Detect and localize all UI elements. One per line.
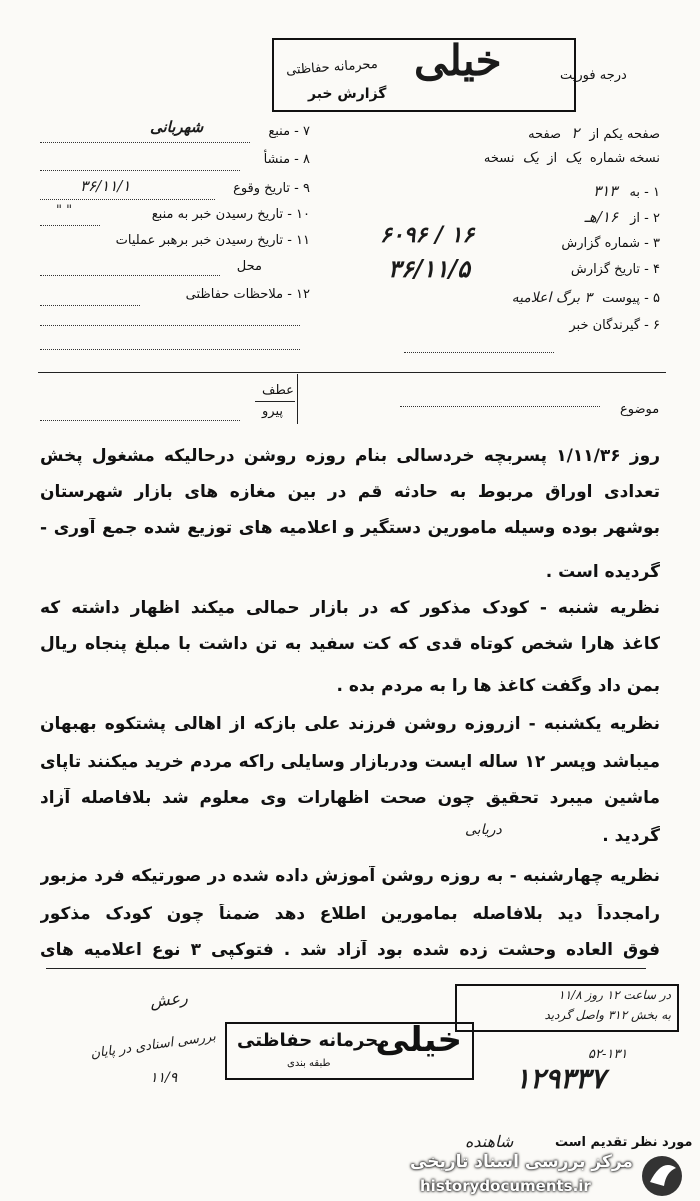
ref-divider xyxy=(255,401,295,402)
field-attachment: ۵ - پیوست ۳ برگ اعلامیه xyxy=(511,290,660,306)
field-to-label: به xyxy=(629,185,641,200)
bottom-stamp-small: طبقه بندی xyxy=(287,1058,331,1069)
field-occurrence-date: ۹ - تاریخ وقوع xyxy=(233,181,310,196)
field-occurrence-label: تاریخ وقوع xyxy=(233,181,291,196)
stamp-main-text: خیلی xyxy=(414,36,502,85)
header-divider xyxy=(38,372,666,373)
ref-vertical-rule xyxy=(297,374,298,424)
field-page-label: صفحه یکم از xyxy=(589,127,660,142)
field-report-date-num: ۴ xyxy=(653,262,660,277)
field-receipt-source-label: تاریخ رسیدن خبر به منبع xyxy=(151,207,284,222)
body-line-4: گردیده است . xyxy=(545,562,660,582)
field-location-dots xyxy=(40,275,220,276)
body-line-12: نظریه چهارشنبه - به روزه روشن آموزش داده شده در صورتیکه فرد مزبور xyxy=(40,866,660,886)
field-report-number: ۳ - شماره گزارش xyxy=(561,236,660,251)
field-to-num: ۱ xyxy=(653,185,660,200)
subject-left-dots xyxy=(40,420,240,421)
file-number: ۱۲۹۳۳۷ xyxy=(515,1062,606,1095)
field-copy-value2: یک xyxy=(522,150,540,166)
subject-label: موضوع xyxy=(620,402,660,417)
field-location xyxy=(40,259,262,274)
field-copy-label: نسخه شماره xyxy=(589,151,660,166)
field-receipt-source-dots xyxy=(40,225,100,226)
field-occurrence-dots xyxy=(40,199,215,200)
field-copy-value: یک xyxy=(565,150,582,166)
body-line-2: تعدادی اوراق مربوط به حادثه قم در بین مغازه های بازار شهرستان xyxy=(40,482,660,502)
field-page xyxy=(400,124,660,142)
field-attachment-value: ۳ برگ اعلامیه xyxy=(511,290,592,306)
body-annotation: دریابی xyxy=(465,822,502,838)
bottom-stamp-main: خیلی xyxy=(375,1020,462,1060)
field-receipt-ops-num: ۱۱ xyxy=(296,233,310,248)
field-receipt-ops: ۱۱ - تاریخ رسیدن خبر برهبر عملیات xyxy=(115,233,310,248)
field-origin-num: ۸ xyxy=(303,152,310,167)
final-note: مورد نظر تقدیم است xyxy=(555,1135,693,1150)
field-security-extra-dots-2 xyxy=(40,349,300,350)
body-line-13: رامجدداً دید بلافاصله بمامورین اطلاع دهد ضمناً چون کودک مذکور xyxy=(40,904,660,924)
body-line-10: ماشین میبرد تحقیق چون صحت اظهارات وی معلوم شد بلافاصله آزاد xyxy=(40,788,660,808)
signature-date: ۱۱/۹ xyxy=(150,1070,178,1086)
body-line-14: فوق العاده وحشت زده شده بود آزاد شد . فتوکپی ۳ نوع اعلامیه های xyxy=(40,940,660,960)
field-occurrence-value: ۳۶/۱۱/۱ xyxy=(80,177,131,195)
field-source-num: ۷ xyxy=(303,124,310,139)
field-receipt-source-value: " " xyxy=(56,203,73,218)
field-attachment-label: پیوست xyxy=(602,291,641,306)
field-attachment-num: ۵ xyxy=(653,291,660,306)
receipt-line-2: به بخش ۳۱۲ واصل گردید xyxy=(544,1008,671,1022)
bottom-stamp-sub: محرمانه حفاظتی xyxy=(237,1030,390,1051)
signature-left-1: رعش xyxy=(149,988,189,1011)
field-occurrence-num: ۹ xyxy=(303,181,310,196)
signature-left-2: بررسی اسنادی در پایان xyxy=(89,1029,217,1062)
field-receipt-ops-label: تاریخ رسیدن خبر برهبر عملیات xyxy=(115,233,284,248)
watermark-text: مرکز بررسی اسناد تاریخی xyxy=(410,1152,633,1172)
field-page-suffix: صفحه xyxy=(528,127,562,142)
field-report-date-value: ۳۶/۱۱/۵ xyxy=(388,254,470,283)
body-line-8: نظریه یکشنبه - ازروزه روشن فرزند علی بازکه از اهالی پشتکوه بهبهان xyxy=(40,714,660,734)
watermark-url: historydocuments.ir xyxy=(420,1177,591,1195)
field-security-notes-label: ملاحظات حفاظتی xyxy=(185,287,284,302)
body-line-7: بمن داد وگفت کاغذ ها را به مردم بده . xyxy=(336,676,660,696)
field-origin-dots xyxy=(40,170,240,171)
field-source-label: منبع xyxy=(268,124,291,139)
field-page-value: ۲ xyxy=(571,124,580,142)
field-location-label: محل xyxy=(236,259,262,274)
final-sign: شاهنده xyxy=(465,1132,514,1151)
field-to: ۱ - به ۳۱۳ xyxy=(593,182,660,200)
bottom-classification-stamp xyxy=(225,1022,474,1080)
body-line-1: روز ۱/۱۱/۳۶ پسربچه خردسالی بنام روزه روشن درحالیکه مشغول پخش xyxy=(40,446,660,466)
field-source: ۷ - منبع xyxy=(268,124,310,139)
body-line-6: کاغذ هارا شخص کوتاه قدی که کت سفید به تن داشت با مبلغ پنجاه ریال xyxy=(40,634,660,654)
body-line-5: نظریه شنبه - کودک مذکور که در بازار حمالی میکند اظهار داشته که xyxy=(40,598,660,618)
field-to-value: ۳۱۳ xyxy=(593,182,618,200)
field-from-num: ۲ xyxy=(653,211,660,226)
field-report-date-label: تاریخ گزارش xyxy=(570,262,641,277)
field-report-number-value: ۶۰۹۶ / ۱۶ xyxy=(380,222,475,248)
field-security-notes-dots xyxy=(40,305,140,306)
field-origin: ۸ - منشأ xyxy=(263,152,310,167)
follow-label: پیرو xyxy=(262,404,283,419)
ref-label: عطف xyxy=(262,383,294,398)
field-copy-suffix: نسخه xyxy=(483,151,515,166)
field-recipients-num: ۶ xyxy=(653,318,660,333)
stamp-sub-text: محرمانه حفاظتی xyxy=(285,56,379,79)
field-security-notes: ۱۲ - ملاحظات حفاظتی xyxy=(185,287,310,302)
field-source-value: شهربانی xyxy=(150,118,204,136)
body-line-11: گردید . xyxy=(602,826,660,846)
watermark-logo-icon xyxy=(636,1152,688,1200)
field-security-notes-num: ۱۲ xyxy=(296,287,310,302)
field-receipt-source: ۱۰ - تاریخ رسیدن خبر به منبع xyxy=(151,207,310,222)
field-copy xyxy=(400,150,660,166)
stamp-report-text: گزارش خبر xyxy=(308,86,387,102)
field-origin-label: منشأ xyxy=(263,152,291,167)
priority-label: درجه فوریت xyxy=(560,68,627,83)
field-from-value: ۱۶/هـ xyxy=(584,208,619,226)
field-from-label: از xyxy=(630,211,641,226)
field-report-number-num: ۳ xyxy=(653,236,660,251)
field-receipt-source-num: ۱۰ xyxy=(296,207,310,222)
field-recipients-label: گیرندگان خبر xyxy=(569,318,641,333)
file-code: ۵۲-۱۳۱ xyxy=(588,1047,628,1062)
body-underline xyxy=(46,968,646,969)
receipt-line-1: در ساعت ۱۲ روز ۱۱/۸ xyxy=(558,988,671,1002)
body-line-9: میباشد وپسر ۱۲ ساله ایست ودربازار وسایلی راکه مردم خرید میکنند تاپای xyxy=(40,752,660,772)
subject-dots xyxy=(400,406,600,407)
body-line-3: بوشهر بوده وسیله مامورین دستگیر و اعلامیه های توزیع شده جمع آوری - xyxy=(40,518,660,538)
field-recipients-dots xyxy=(404,352,554,353)
field-report-number-label: شماره گزارش xyxy=(561,236,641,251)
field-recipients: ۶ - گیرندگان خبر xyxy=(569,318,660,333)
field-copy-mid: از xyxy=(547,151,558,166)
field-security-extra-dots-1 xyxy=(40,325,300,326)
field-from: ۲ - از ۱۶/هـ xyxy=(584,208,660,226)
classification-stamp xyxy=(272,38,576,112)
receipt-stamp xyxy=(455,984,679,1032)
field-source-dots xyxy=(40,142,250,143)
field-report-date: ۴ - تاریخ گزارش xyxy=(570,262,660,277)
